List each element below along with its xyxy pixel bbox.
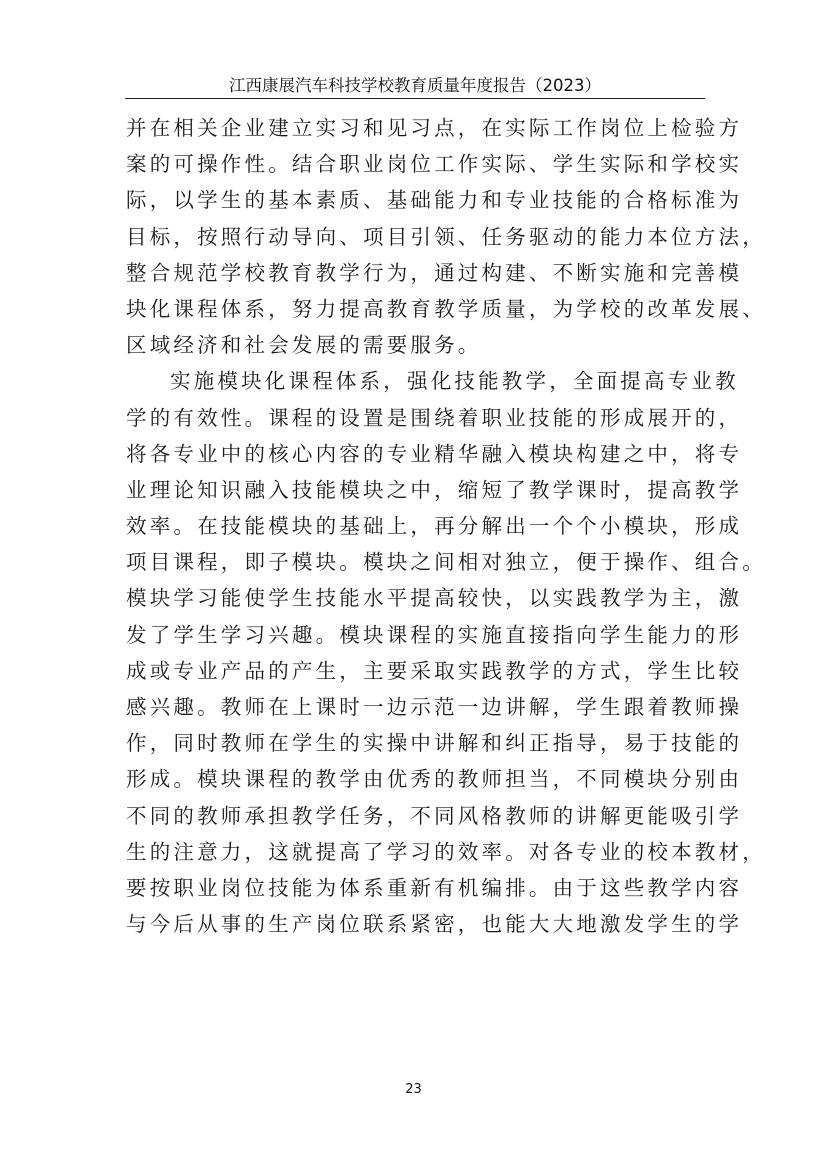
text-line: 际，以学生的基本素质、基础能力和专业技能的合格标准为 [126,188,743,213]
text-line: 案的可操作性。结合职业岗位工作实际、学生实际和学校实 [126,152,743,177]
text-line: 整合规范学校教育教学行为，通过构建、不断实施和完善模 [126,260,743,285]
text-line: 发了学生学习兴趣。模块课程的实施直接指向学生能力的形 [126,622,743,647]
text-line: 与今后从事的生产岗位联系紧密，也能大大地激发学生的学 [126,912,743,937]
text-line: 要按职业岗位技能为体系重新有机编排。由于这些教学内容 [126,875,743,900]
text-line: 形成。模块课程的教学由优秀的教师担当，不同模块分别由 [126,767,743,792]
text-line: 效率。在技能模块的基础上，再分解出一个个小模块，形成 [126,514,743,539]
page-number: 23 [405,1082,422,1097]
text-line: 学的有效性。课程的设置是围绕着职业技能的形成展开的， [126,405,743,430]
text-line: 业理论知识融入技能模块之中，缩短了教学课时，提高教学 [126,477,743,502]
text-line: 成或专业产品的产生，主要采取实践教学的方式，学生比较 [126,658,743,683]
text-line: 生的注意力，这就提高了学习的效率。对各专业的校本教材， [126,839,766,864]
text-line: 将各专业中的核心内容的专业精华融入模块构建之中，将专 [126,441,743,466]
text-line: 项目课程，即子模块。模块之间相对独立，便于操作、组合。 [126,550,766,575]
text-line: 块化课程体系，努力提高教育教学质量，为学校的改革发展、 [126,296,766,321]
text-line: 不同的教师承担教学任务，不同风格教师的讲解更能吸引学 [126,803,743,828]
text-line: 实施模块化课程体系，强化技能教学，全面提高专业教 [170,369,739,394]
text-line: 作，同时教师在学生的实操中讲解和纠正指导，易于技能的 [126,731,743,756]
text-line: 区域经济和社会发展的需要服务。 [126,333,482,358]
document-body [126,110,766,942]
text-line: 并在相关企业建立实习和见习点，在实际工作岗位上检验方 [126,116,743,140]
header-divider [125,98,705,99]
running-header: 江西康展汽车科技学校教育质量年度报告（2023） [229,76,601,95]
text-line: 模块学习能使学生技能水平提高较快，以实践教学为主，激 [126,586,743,611]
text-line: 目标，按照行动导向、项目引领、任务驱动的能力本位方法， [126,224,766,249]
text-line: 感兴趣。教师在上课时一边示范一边讲解，学生跟着教师操 [126,695,743,719]
